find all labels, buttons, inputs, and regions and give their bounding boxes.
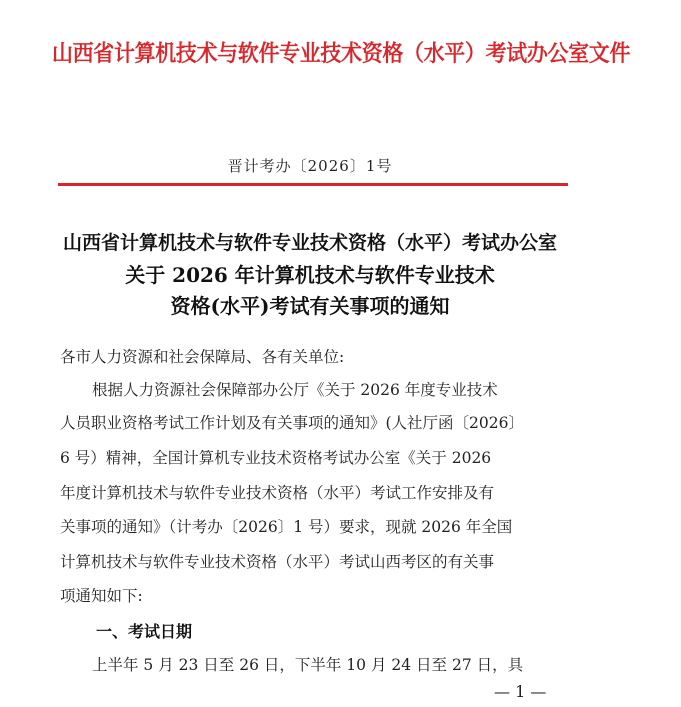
paragraph-line: 根据人力资源社会保障部办公厅《关于 2026 年度专业技术: [92, 381, 498, 399]
paragraph-line: 项通知如下:: [60, 587, 143, 605]
title-line-2: 关于 2026 年计算机技术与软件专业技术: [125, 263, 495, 287]
section-1-line: 上半年 5 月 23 日至 26 日，下半年 10 月 24 日至 27 日，具: [92, 656, 524, 674]
red-divider-line: [58, 183, 568, 186]
paragraph-line: 年度计算机技术与软件专业技术资格（水平）考试工作安排及有: [60, 484, 495, 502]
title-line-1: 山西省计算机技术与软件专业技术资格（水平）考试办公室: [62, 232, 557, 254]
document-number: 晋计考办〔2026〕1号: [227, 157, 393, 175]
title-line-3: 资格(水平)考试有关事项的通知: [170, 294, 450, 318]
issuer-header: 山西省计算机技术与软件专业技术资格（水平）考试办公室文件: [52, 41, 631, 67]
recipients-line: 各市人力资源和社会保障局、各有关单位:: [60, 348, 345, 366]
paragraph-line: 6 号）精神，全国计算机专业技术资格考试办公室《关于 2026: [60, 449, 492, 467]
paragraph-line: 人员职业资格考试工作计划及有关事项的通知》(人社厅函〔2026〕: [60, 414, 524, 432]
paragraph-line: 关事项的通知》（计考办〔2026〕1 号）要求，现就 2026 年全国: [60, 518, 513, 536]
page-number: — 1 —: [494, 682, 547, 701]
section-heading-exam-dates: 一、考试日期: [96, 622, 193, 641]
paragraph-line: 计算机技术与软件专业技术资格（水平）考试山西考区的有关事: [60, 553, 495, 571]
